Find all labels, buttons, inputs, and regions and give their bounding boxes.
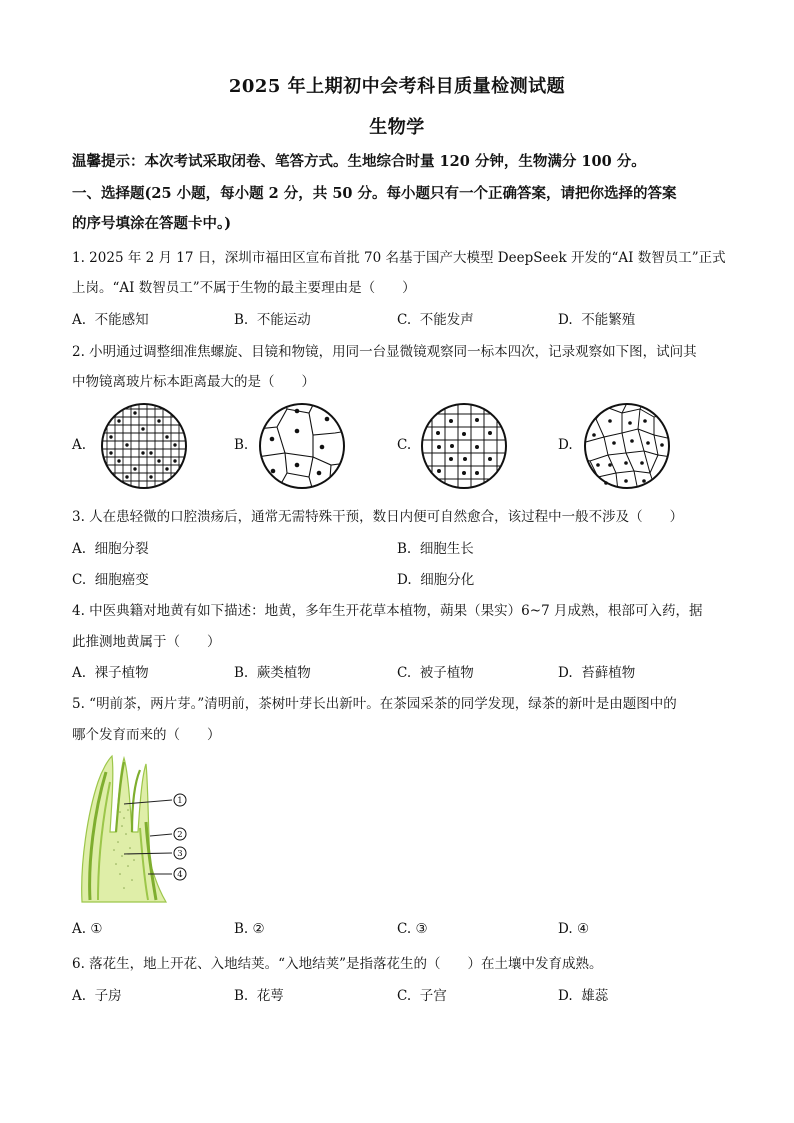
option-label: A. bbox=[72, 541, 87, 557]
option-label: B. bbox=[397, 541, 412, 557]
option-label: C. bbox=[397, 437, 412, 453]
question-4-stem: 此推测地黄属于（ ） bbox=[72, 634, 221, 650]
option-b[interactable] bbox=[234, 984, 284, 1004]
option-text: ① bbox=[90, 921, 103, 937]
option-text: 细胞癌变 bbox=[94, 572, 149, 588]
option-text: 不能运动 bbox=[256, 312, 311, 328]
option-label: A. bbox=[72, 921, 87, 937]
option-b[interactable] bbox=[397, 537, 474, 557]
option-c[interactable] bbox=[397, 984, 447, 1004]
option-label: D. bbox=[558, 437, 573, 453]
question-2-stem: 中物镜离玻片标本距离最大的是（ ） bbox=[72, 374, 315, 390]
option-text: 苔藓植物 bbox=[581, 665, 636, 681]
leaf-bud-diagram bbox=[76, 752, 206, 912]
option-label: C. bbox=[397, 921, 412, 937]
option-text: 不能感知 bbox=[94, 312, 149, 328]
option-a[interactable] bbox=[72, 437, 86, 453]
option-text: 花萼 bbox=[256, 988, 284, 1004]
option-b[interactable] bbox=[234, 437, 248, 453]
question-2-stem: 2. 小明通过调整细准焦螺旋、目镜和物镜，用同一台显微镜观察同一标本四次，记录观察如下图，试问其 bbox=[72, 344, 697, 360]
option-label: B. bbox=[234, 921, 249, 937]
option-label: A. bbox=[72, 312, 87, 328]
option-text: 被子植物 bbox=[419, 665, 474, 681]
option-d[interactable] bbox=[558, 308, 635, 328]
microscope-view-d bbox=[582, 401, 672, 491]
option-d[interactable] bbox=[558, 437, 573, 453]
question-1-stem: 1. 2025 年 2 月 17 日，深圳市福田区宣布首批 70 名基于国产大模型 DeepSeek 开发的“AI 数智员工”正式 bbox=[72, 250, 726, 266]
option-c[interactable] bbox=[397, 308, 474, 328]
option-text: ③ bbox=[415, 921, 428, 937]
section-heading-line1: 一、选择题(25 小题，每小题 2 分，共 50 分。每小题只有一个正确答案，请把你选择的答案 bbox=[72, 185, 677, 202]
microscope-view-b bbox=[257, 401, 347, 491]
option-label: B. bbox=[234, 665, 249, 681]
option-label: D. bbox=[558, 988, 573, 1004]
option-label: A. bbox=[72, 437, 87, 453]
option-label: B. bbox=[234, 437, 249, 453]
exam-notice: 温馨提示：本次考试采取闭卷、笔答方式。生地综合时量 120 分钟，生物满分 100 分。 bbox=[72, 153, 646, 170]
option-text: 细胞分裂 bbox=[94, 541, 149, 557]
option-label: B. bbox=[234, 988, 249, 1004]
option-text: 细胞分化 bbox=[420, 572, 475, 588]
option-d[interactable] bbox=[558, 921, 589, 937]
svg-text:4: 4 bbox=[177, 870, 183, 880]
option-c[interactable] bbox=[397, 921, 428, 937]
question-4-stem: 4. 中医典籍对地黄有如下描述：地黄，多年生开花草本植物，蒴果（果实）6~7 月成熟，根部可入药，据 bbox=[72, 603, 703, 619]
option-text: 不能繁殖 bbox=[581, 312, 636, 328]
section-heading-line2: 的序号填涂在答题卡中。) bbox=[72, 215, 232, 232]
option-b[interactable] bbox=[234, 661, 311, 681]
option-d[interactable] bbox=[397, 568, 474, 588]
option-text: 雄蕊 bbox=[581, 988, 609, 1004]
svg-text:2: 2 bbox=[177, 830, 183, 840]
option-label: D. bbox=[558, 921, 573, 937]
option-label: C. bbox=[397, 665, 412, 681]
option-text: 细胞生长 bbox=[419, 541, 474, 557]
option-label: D. bbox=[397, 572, 412, 588]
question-1-stem: 上岗。“AI 数智员工”不属于生物的最主要理由是（ ） bbox=[72, 280, 416, 296]
option-a[interactable] bbox=[72, 537, 149, 557]
option-label: A. bbox=[72, 665, 87, 681]
question-6-stem: 6. 落花生，地上开花、入地结荚。“入地结荚”是指落花生的（ ）在土壤中发育成熟。 bbox=[72, 956, 603, 972]
option-c[interactable] bbox=[397, 437, 411, 453]
option-a[interactable] bbox=[72, 921, 102, 937]
option-c[interactable] bbox=[72, 568, 149, 588]
option-c[interactable] bbox=[397, 661, 474, 681]
svg-text:3: 3 bbox=[177, 849, 183, 859]
option-label: D. bbox=[558, 665, 573, 681]
option-label: C. bbox=[72, 572, 87, 588]
microscope-view-a bbox=[99, 401, 189, 491]
option-b[interactable] bbox=[234, 921, 265, 937]
option-a[interactable] bbox=[72, 984, 122, 1004]
option-label: A. bbox=[72, 988, 87, 1004]
option-d[interactable] bbox=[558, 661, 635, 681]
option-text: ② bbox=[252, 921, 265, 937]
question-3-stem: 3. 人在患轻微的口腔溃疡后，通常无需特殊干预，数日内便可自然愈合，该过程中一般不涉及（ ） bbox=[72, 509, 684, 525]
exam-title: 2025 年上期初中会考科目质量检测试题 bbox=[228, 76, 566, 97]
option-text: 不能发声 bbox=[419, 312, 474, 328]
option-text: 蕨类植物 bbox=[256, 665, 311, 681]
question-5-stem: 5. “明前茶，两片芽。”清明前，茶树叶芽长出新叶。在茶园采茶的同学发现，绿茶的新叶是由题图中的 bbox=[72, 696, 677, 712]
option-text: 子房 bbox=[94, 988, 122, 1004]
option-label: B. bbox=[234, 312, 249, 328]
option-label: C. bbox=[397, 988, 412, 1004]
option-text: 裸子植物 bbox=[94, 665, 149, 681]
option-a[interactable] bbox=[72, 661, 149, 681]
option-b[interactable] bbox=[234, 308, 311, 328]
subject-title: 生物学 bbox=[369, 117, 425, 138]
option-label: C. bbox=[397, 312, 412, 328]
option-label: D. bbox=[558, 312, 573, 328]
option-a[interactable] bbox=[72, 308, 149, 328]
microscope-view-c bbox=[419, 401, 509, 491]
question-5-stem: 哪个发育而来的（ ） bbox=[72, 727, 221, 743]
option-text: 子宫 bbox=[419, 988, 447, 1004]
option-text: ④ bbox=[576, 921, 590, 937]
svg-text:1: 1 bbox=[177, 796, 183, 806]
option-d[interactable] bbox=[558, 984, 608, 1004]
